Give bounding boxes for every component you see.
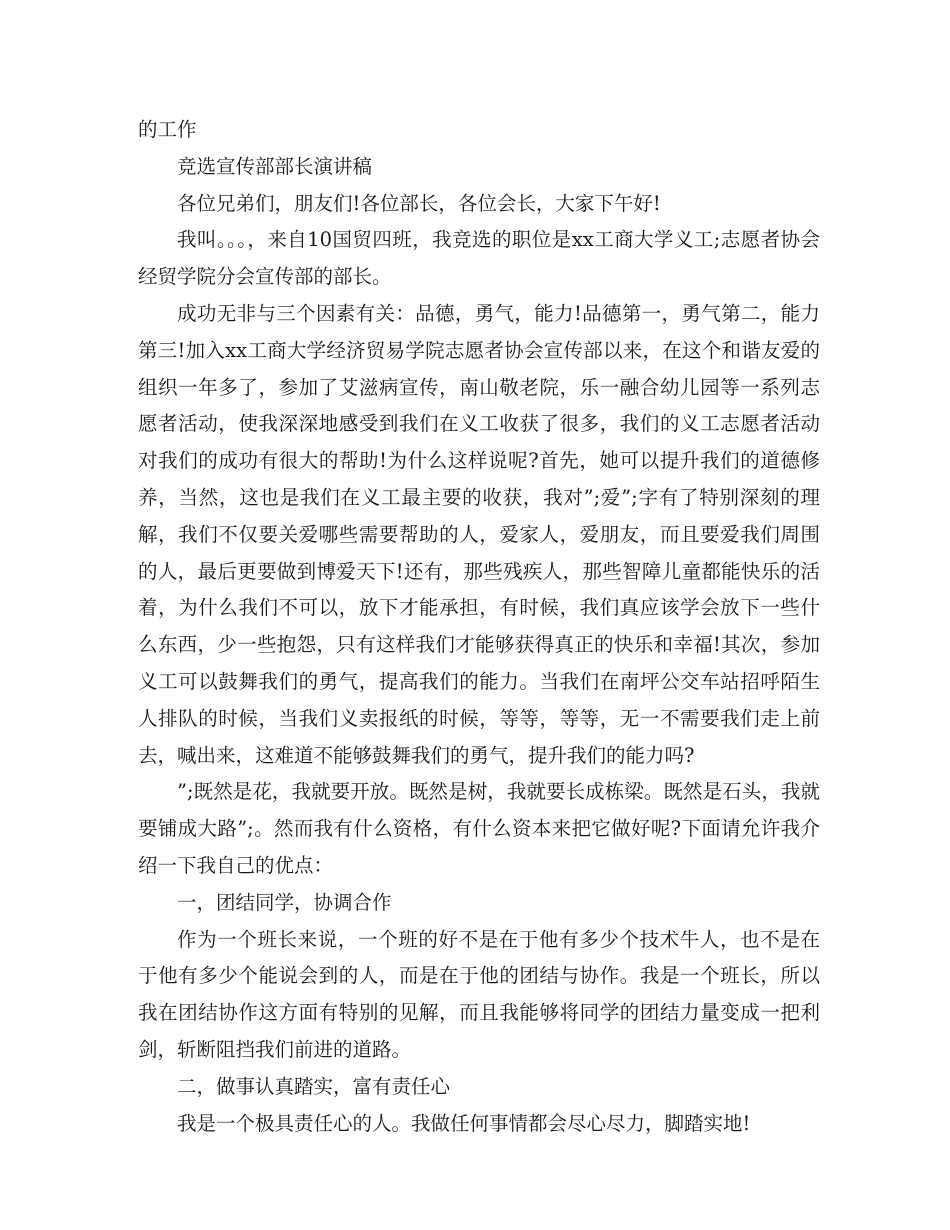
document-body (138, 112, 820, 1142)
section-heading-one: 一，团结同学，协调合作 (177, 890, 392, 914)
greeting-paragraph: 各位兄弟们，朋友们!各位部长，各位会长，大家下午好! (177, 191, 661, 215)
section-heading-two: 二，做事认真踏实，富有责任心 (177, 1074, 451, 1098)
self-introduction-paragraph: 我叫。。。，来自10国贸四班，我竞选的职位是xx工商大学义工;志愿者协会经贸学院分会宣传部的部长。 (138, 228, 820, 289)
continuation-line: 的工作 (138, 118, 197, 141)
speech-title: 竞选宣传部部长演讲稿 (177, 154, 373, 178)
success-factors-paragraph: 成功无非与三个因素有关：品德，勇气，能力!品德第一，勇气第二，能力第三!加入xx工商大学经济贸易学院志愿者协会宣传部以来，在这个和谐友爱的组织一年多了，参加了艾滋病宣传，南山敬老院，乐一融合幼儿园等一系列志愿者活动，使我深深地感受到我们在义工收获了很多，我们的义工志愿者活动对我们的成功有很大的帮助!为什么这样说呢?首先，她可以提升我们的道德修养，当然，这也是我们在义工最主要的收获，我对”;爱”;字有了特别深刻的理解，我们不仅要关爱哪些需要帮助的人，爱家人，爱朋友，而且要爱我们周围的人，最后更要做到博爱天下!还有，那些残疾人，那些智障儿童都能快乐的活着，为什么我们不可以，放下才能承担，有时候，我们真应该学会放下一些什么东西，少一些抱怨，只有这样我们才能够获得真正的快乐和幸福!其次，参加义工可以鼓舞我们的勇气，提高我们的能力。当我们在南坪公交车站招呼陌生人排队的时候，当我们义卖报纸的时候，等等，等等，无一不需要我们走上前去，喊出来，这难道不能够鼓舞我们的勇气，提升我们的能力吗? (138, 301, 820, 767)
teamwork-paragraph: 作为一个班长来说，一个班的好不是在于他有多少个技术牛人，也不是在于他有多少个能说会到的人，而是在于他的团结与协作。我是一个班长，所以我在团结协作这方面有特别的见解，而且我能够将同学的团结力量变成一把利剑，斩断阻挡我们前进的道路。 (138, 927, 820, 1061)
responsibility-paragraph: 我是一个极具责任心的人。我做任何事情都会尽心尽力，脚踏实地! (177, 1111, 751, 1135)
quote-paragraph: ”;既然是花，我就要开放。既然是树，我就要长成栋梁。既然是石头，我就要铺成大路”;。然而我有什么资格，有什么资本来把它做好呢?下面请允许我介绍一下我自己的优点： (138, 780, 820, 877)
